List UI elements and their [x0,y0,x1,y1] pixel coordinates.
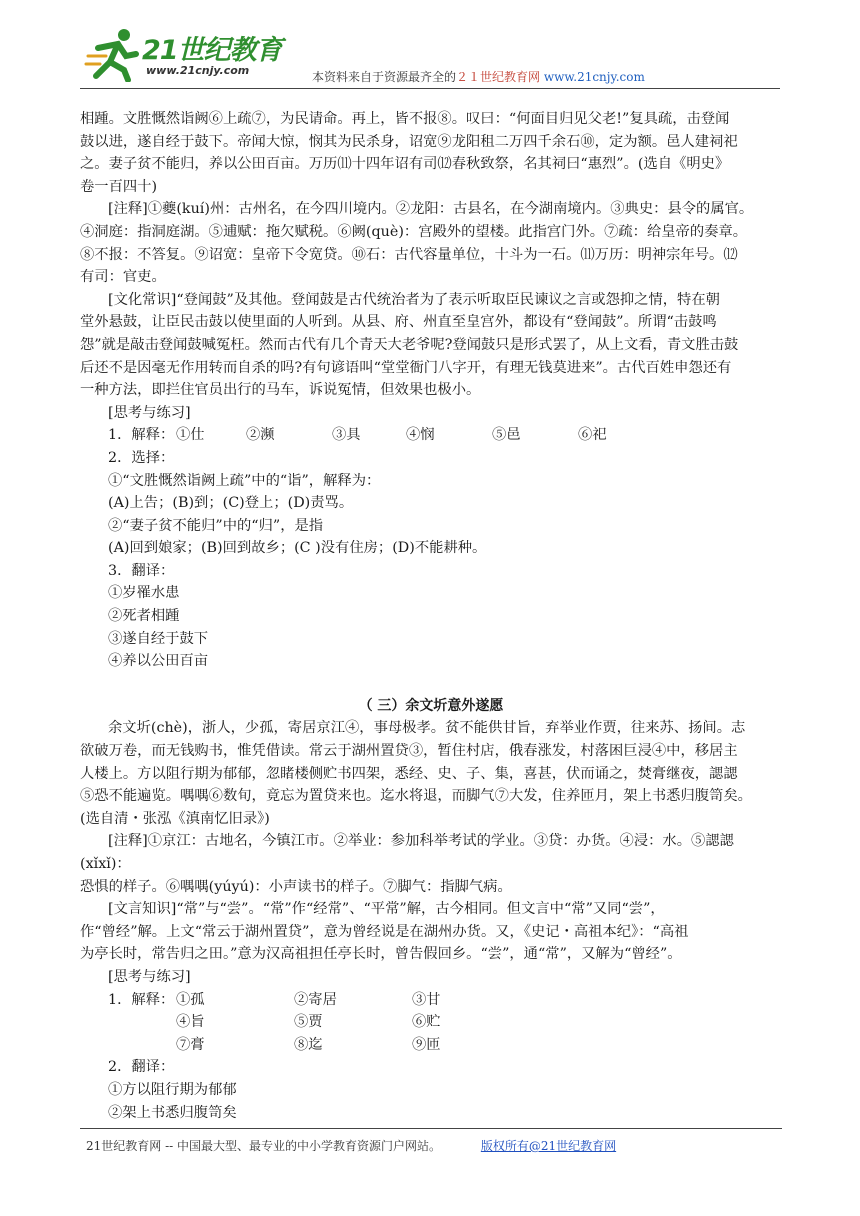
header-divider [80,88,780,89]
culture-line: 怨”就是敲击登闻鼓喊冤枉。然而古代有几个青天大老爷呢?登闻鼓只是形式罢了，从上文看，青文胜击鼓 [80,336,739,353]
document-body [80,108,782,1124]
exercise-b1-item: ⑧迄 [294,1036,323,1053]
exercise-b2-item: ②架上书悉归腹笥矣 [108,1104,237,1121]
story-notes-line: 恐惧的样子。⑥喁喁(yúyú)：小声读书的样子。⑦脚气：指脚气病。 [80,878,512,895]
exercise-b1-row [80,1011,782,1034]
story-line: 欲破万卷，而无钱购书，惟凭借读。常云于湖州置贷③，暂住村店，俄春涨发，村落困巨浸④中，移居主 [80,743,738,760]
exercise-1-label: 1．解释： [108,427,175,444]
knowledge-line: 作“曾经”解。上文“常云于湖州置贷”，意为曾经说是在湖州办货。又，《史记・高祖本纪》：“高祖 [80,923,689,940]
exercise-1-item: ③具 [332,427,361,444]
story-line: (选自清・张泓《滇南忆旧录》) [80,810,270,827]
culture-line: 一种方法，即拦住官员出行的马车，诉说冤情，但效果也极小。 [80,382,481,399]
body-line: 卷一百四十) [80,178,158,195]
culture-line: 堂外悬鼓，让臣民击鼓以使里面的人听到。从县、府、州直至皇宫外，都设有“登闻鼓”。所谓“击鼓鸣 [80,314,717,331]
story-line: ⑤恐不能遍览。喁喁⑥数旬，竟忘为置贷来也。迄水将退，而脚气⑦大发，住养匝月，架上书悉归腹笥矣。 [80,788,752,805]
exercise-b1-label: 1．解释： [108,991,175,1008]
header-prefix: 本资料来自于资源最齐全的 [312,70,457,84]
body-line: 相踵。文胜慨然诣阙⑥上疏⑦，为民请命。再上，皆不报⑧。叹曰：“何面目归见父老!”复具疏，击登闻 [80,111,730,127]
exercise-3-item: ②死者相踵 [108,608,180,625]
body-line: 之。妻子贫不能归，养以公田百亩。万历⑾十四年诏有司⑿春秋致祭，名其祠曰“惠烈”。(选自《明史》 [80,156,730,173]
exercise-2-label: 2．选择： [108,449,175,466]
body-line: 鼓以进，遂自经于鼓下。帝闻大惊，悯其为民杀身，诏宽⑨龙阳租二万四千余石⑩，定为额。邑人建祠祀 [80,133,738,150]
header-tagline [312,68,645,85]
exercise-b1-item: ⑥贮 [412,1014,441,1031]
exercise-1-item: ①仕 [176,427,205,444]
exercise-b1-item: ⑦膏 [176,1036,205,1053]
exercise-3-item: ①岁罹水患 [108,585,180,602]
exercise-1-item: ②濒 [246,427,275,444]
logo-url: www.21cnjy.com [146,64,250,77]
footer-description: 21世纪教育网 -- 中国最大型、最专业的中小学教育资源门户网站。 [86,1139,442,1153]
notes-line: [注释]①夔(kuí)州：古州名，在今四川境内。②龙阳：古县名，在今湖南境内。③典史：县令的属官。 [108,201,754,218]
knowledge-line: 为亭长时，常告归之田。”意为汉高祖担任亭长时，曾告假回乡。“尝”，通“常”，又解为“曾经”。 [80,946,682,963]
exercise-b1-item: ①孤 [176,991,205,1008]
runner-logo-icon [84,26,144,82]
footer-text-row [80,1137,782,1154]
exercise-1-row [80,424,782,447]
section-gap [80,673,782,695]
exercise-3-item: ③遂自经于鼓下 [108,630,209,647]
notes-line: ⑧不报：不答复。⑨诏宽：皇帝下令宽贷。⑩石：古代容量单位，十斗为一石。⑾万历：明神宗年号。⑿ [80,246,738,263]
knowledge-line: [文言知识]“常”与“尝”。“常”作“经常”、“平常”解，古今相同。但文言中“常”又同“尝”， [108,901,665,918]
culture-line: [文化常识]“登闻鼓”及其他。登闻鼓是古代统治者为了表示听取臣民谏议之言或怨抑之情，特在朝 [108,291,720,308]
page-footer [80,1128,782,1154]
copyright-link[interactable]: 版权所有@21世纪教育网 [480,1139,617,1153]
site-logo[interactable] [80,22,310,86]
exercise-2-options: (A)上告；(B)到；(C)登上；(D)责骂。 [108,495,354,512]
logo-wordmark: 21世纪教育 [142,35,282,66]
notes-line: ④洞庭：指洞庭湖。⑤逋赋：拖欠赋税。⑥阙(què)：宫殿外的望楼。此指宫门外。⑦疏：给皇帝的奏章。 [80,223,748,240]
exercise-b1-item: ⑨匝 [412,1036,441,1053]
page-header [80,22,780,88]
exercise-1-item: ⑥祀 [578,427,607,444]
exercise-b1-row [80,989,782,1012]
notes-line: 有司：官吏。 [80,269,166,286]
exercise-heading: [思考与练习] [108,968,191,985]
exercise-1-item: ④悯 [406,427,435,444]
exercise-3-item: ④养以公田百亩 [108,653,209,670]
story-line: 余文圻(chè)，浙人，少孤，寄居京江④，事母极孝。贫不能供甘旨，弃举业作贾，往来苏、扬间。志 [108,720,746,737]
footer-divider [80,1128,782,1129]
header-site-url[interactable]: www.21cnjy.com [543,70,645,84]
exercise-2-question: ②“妻子贫不能归”中的“归”，是指 [108,517,324,534]
section-title: （ 三）余文圻意外遂愿 [358,697,504,714]
story-notes-line: [注释]①京江：古地名，今镇江市。②举业：参加科举考试的学业。③贷：办货。④浸：水。⑤諰諰(xǐxǐ)： [80,833,734,872]
exercise-b1-item: ③甘 [412,991,441,1008]
exercise-b2-label: 2．翻译： [108,1059,175,1076]
exercise-3-label: 3．翻译： [108,562,175,579]
culture-line: 后还不是因毫无作用转而自杀的吗?有句谚语叫“堂堂衙门八字开，有理无钱莫进来”。古代百姓申怨还有 [80,359,732,376]
exercise-b2-item: ①方以阻行期为郁郁 [108,1081,237,1098]
exercise-b1-item: ④旨 [176,1014,205,1031]
exercise-2-question: ①“文胜慨然诣阙上疏”中的“诣”，解释为： [108,472,381,489]
exercise-1-item: ⑤邑 [492,427,521,444]
exercise-b1-item: ⑤贾 [294,1014,323,1031]
exercise-heading: [思考与练习] [108,404,191,421]
story-line: 人楼上。方以阻行期为郁郁，忽睹楼侧贮书四架，悉经、史、子、集，喜甚，伏而诵之，焚膏继夜，諰諰 [80,765,738,782]
exercise-b1-item: ②寄居 [294,991,337,1008]
exercise-2-options: (A)回到娘家；(B)回到故乡；(C )没有住房；(D)不能耕种。 [108,540,487,557]
exercise-b1-row [80,1034,782,1057]
header-site-name[interactable]: ２１世纪教育网 [456,70,541,84]
